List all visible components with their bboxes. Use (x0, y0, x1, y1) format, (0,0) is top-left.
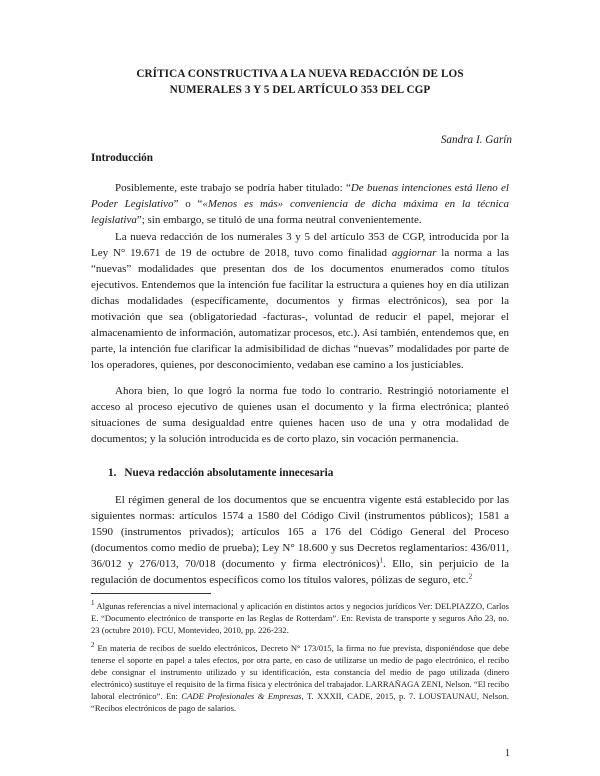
footnote-ref-1[interactable]: 1 (379, 556, 384, 565)
page-number: 1 (505, 748, 510, 759)
footnote-1-mark: 1 (91, 599, 95, 608)
footnote-2-italic-b: CADE Profesionales & Empresas (181, 691, 302, 701)
section-heading-1 (108, 467, 333, 479)
p1-italic-d: «Menos es más» conveniencia de dicha máxima en la técnica legislativa (91, 198, 509, 226)
section-heading-introduccion: Introducción (91, 152, 153, 164)
paper-title (60, 66, 540, 98)
paragraph-1 (91, 180, 509, 228)
p1-text-c: ” o “ (173, 198, 203, 210)
p1-text-e: ”; sin embargo, se tituló de una forma neutral convenientemente. (136, 214, 422, 226)
footnote-2-text-a: En materia de recibos de sueldo electrónicos, Decreto N° 173/015, la firma no fue prevista, disponiéndose que debe tenerse el soporte en papel a tales efectos, por otra parte, en caso de utilizarse un medio de pago electrónico, el recibo debe consignar el instrumento utilizado y su identificación, esta constancia del medio de pago utilizada (dinero electrónico) sustituye el requisito de la firma física y electrónica del trabajador. LARRAÑAGA ZENI, Nelson. “El recibo laboral electrónico”. En: (91, 643, 509, 701)
p4-text-a: El régimen general de los documentos que se encuentra vigente está establecido por las siguientes normas: artículos 1574 a 1580 del Código Civil (instrumentos públicos); 1581 a 1590 (instrumentos privados); artículos 165 a 176 del Código General del Proceso (documentos como medio de prueba); Ley N° 18.600 y sus Decretos reglamentarios: 436/011, 36/012 y 276/013, 70/018 (documento y firma electrónicos) (91, 494, 509, 570)
section-1-number: 1. (108, 467, 117, 479)
p4-text-b: . Ello, sin perjuicio de la regulación de documentos específicos como los títulos valores, pólizas de seguro, etc. (91, 558, 509, 586)
footnote-2-mark: 2 (91, 641, 95, 650)
footnote-ref-2[interactable]: 2 (468, 572, 473, 581)
paragraph-4 (91, 492, 509, 588)
paper-title-line-1: CRÍTICA CONSTRUCTIVA A LA NUEVA REDACCIÓN DE LOS (136, 68, 464, 80)
paragraph-3: Ahora bien, lo que logró la norma fue todo lo contrario. Restringió notoriamente el acceso al proceso ejecutivo de quienes usan el documento y la firma electrónica; planteó situaciones de suma desigualdad entre quienes hacen uso de una y otra modalidad de documentos; y la solución introducida es de corto plazo, sin vocación permanencia. (91, 385, 509, 445)
p1-text-a: Posiblemente, este trabajo se podría haber titulado: “ (115, 182, 351, 194)
paper-title-line-2: NUMERALES 3 Y 5 DEL ARTÍCULO 353 DEL CGP (169, 84, 431, 96)
p2-italic-b: aggiornar (391, 247, 437, 259)
p2-text-c: la norma a las “nuevas” modalidades que presentan dos de los documentos enumerados como títulos ejecutivos. Entendemos que la intención fue facilitar la estructura a quienes hoy en día utilizan dichas modalidades (específicamente, documentos y firmas electrónicos), sea por la motivación que sea (obligatoriedad -facturas-, voluntad de reducir el papel, mejorar el almacenamiento de información, automatizar procesos, etc.). Así también, entendemos que, en parte, la intención fue clarificar la admisibilidad de dichas “nuevas” modalidades por parte de los operadores, quienes, por desconocimiento, vedaban ese camino a los justiciables. (91, 247, 509, 371)
p2-text-a: La nueva redacción de los numerales 3 y 5 del artículo 353 de CGP, introducida por la Ley N° 19.671 de 19 de octubre de 2018, tuvo como finalidad (91, 231, 509, 259)
footnote-divider (91, 593, 211, 594)
footnote-1 (91, 600, 509, 636)
p1-italic-b: De buenas intenciones está lleno el Poder Legislativo (91, 182, 509, 210)
footnote-2 (91, 642, 509, 714)
author-name: Sandra I. Garín (440, 134, 512, 146)
footnote-1-text: Algunas referencias a nivel internacional y aplicación en distintos actos y negocios jurídicos Ver: DELPIAZZO, Carlos E. “Documento electrónico de transporte en las Reglas de Rotterdam”. En: Revista de transporte y seguros Año 23, no. 23 (octubre 2010). FCU, Montevideo, 2010, pp. 226-232. (91, 601, 509, 635)
section-1-title: Nueva redacción absolutamente innecesaria (124, 467, 334, 479)
paragraph-2 (91, 229, 509, 373)
footnote-2-text-c: , T. XXXII, CADE, 2015, p. 7. LOUSTAUNAU, Nelson. “Recibos electrónicos de pago de salarios. (91, 691, 510, 713)
